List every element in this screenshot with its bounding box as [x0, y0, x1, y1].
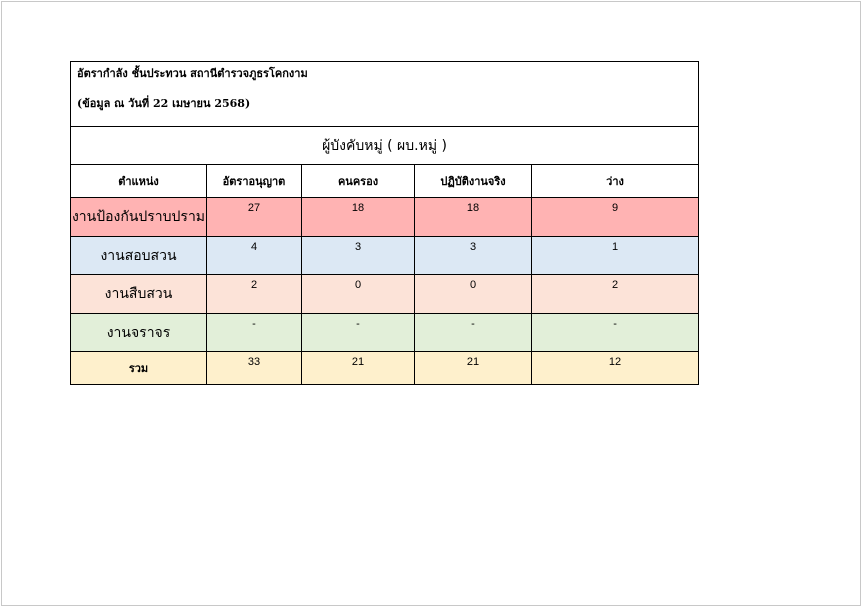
report-date: (ข้อมูล ณ วันที่ 22 เมษายน 2568)	[77, 97, 251, 110]
column-header-vacant: ว่าง	[532, 165, 699, 198]
cell-on-duty: 0	[415, 275, 532, 314]
column-header-authorized: อัตราอนุญาต	[207, 165, 302, 198]
cell-occupied: -	[302, 314, 415, 352]
row-label: งานสอบสวน	[71, 237, 207, 275]
column-header-row	[71, 165, 699, 198]
table-row-investigation	[71, 237, 699, 275]
column-header-on-duty: ปฏิบัติงานจริง	[415, 165, 532, 198]
report-title: อัตรากำลัง ชั้นประทวน สถานีตำรวจภูธรโคกงาม	[77, 67, 308, 80]
manpower-table	[70, 61, 699, 385]
cell-authorized: 4	[207, 237, 302, 275]
cell-occupied: 21	[302, 352, 415, 385]
cell-occupied: 18	[302, 198, 415, 237]
row-label: งานจราจร	[71, 314, 207, 352]
table-row-traffic	[71, 314, 699, 352]
row-label: รวม	[71, 352, 207, 385]
cell-authorized: 27	[207, 198, 302, 237]
row-label: งานป้องกันปราบปราม	[71, 198, 207, 237]
table-row-prevention	[71, 198, 699, 237]
cell-occupied: 3	[302, 237, 415, 275]
cell-vacant: 12	[532, 352, 699, 385]
cell-authorized: 33	[207, 352, 302, 385]
cell-on-duty: -	[415, 314, 532, 352]
cell-authorized: 2	[207, 275, 302, 314]
cell-vacant: 2	[532, 275, 699, 314]
cell-authorized: -	[207, 314, 302, 352]
cell-occupied: 0	[302, 275, 415, 314]
cell-vacant: -	[532, 314, 699, 352]
table-header	[71, 62, 699, 127]
column-header-position: ตำแหน่ง	[71, 165, 207, 198]
section-title: ผู้บังคับหมู่ ( ผบ.หมู่ )	[71, 127, 699, 165]
cell-vacant: 1	[532, 237, 699, 275]
cell-on-duty: 3	[415, 237, 532, 275]
table-row-detective	[71, 275, 699, 314]
cell-on-duty: 21	[415, 352, 532, 385]
row-label: งานสืบสวน	[71, 275, 207, 314]
table-row-total	[71, 352, 699, 385]
column-header-occupied: คนครอง	[302, 165, 415, 198]
cell-on-duty: 18	[415, 198, 532, 237]
cell-vacant: 9	[532, 198, 699, 237]
